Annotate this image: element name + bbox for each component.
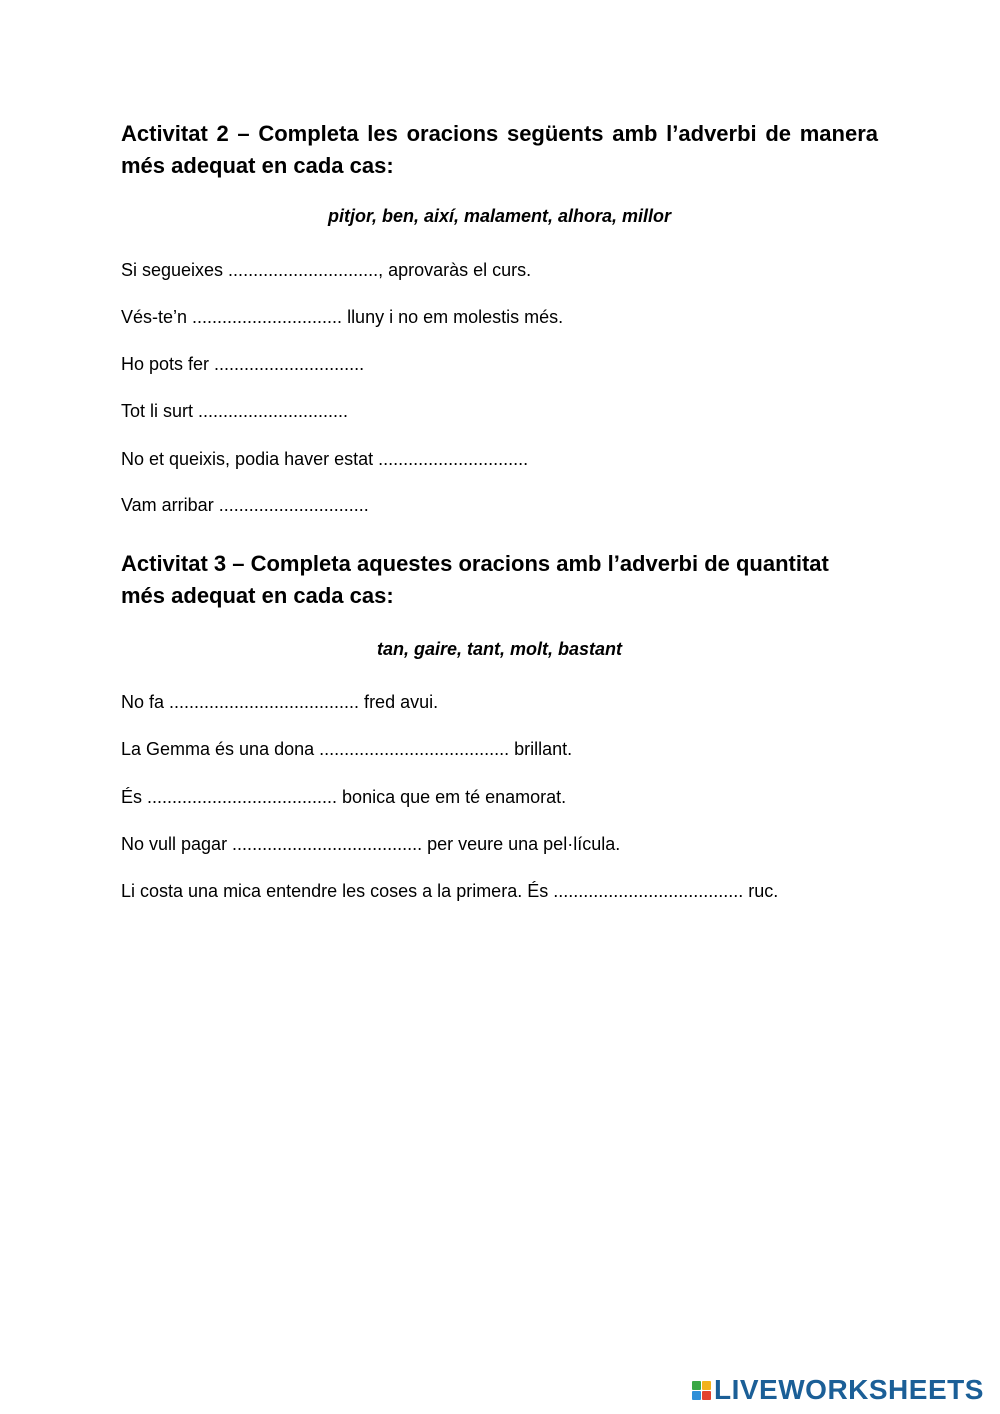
activity2-sentence-3: Ho pots fer .............................. bbox=[121, 354, 365, 374]
activity3-sentence-5: Li costa una mica entendre les coses a la primera. És ...................................... ruc. bbox=[121, 881, 779, 901]
logo-square-yellow bbox=[702, 1381, 711, 1390]
activity2-title: Activitat 2 – Completa les oracions següents amb l’adverbi de manera més adequat en cada cas: bbox=[121, 121, 878, 178]
activity2-sentence-1: Si segueixes .............................., aprovaràs el curs. bbox=[121, 260, 532, 280]
activity3-sentence-3: És ...................................... bonica que em té enamorat. bbox=[121, 787, 567, 807]
liveworksheets-grid-icon bbox=[692, 1381, 711, 1400]
activity2-word-bank: pitjor, ben, així, malament, alhora, millor bbox=[327, 206, 672, 226]
logo-square-green bbox=[692, 1381, 701, 1390]
activity3-sentence-2: La Gemma és una dona ...................................... brillant. bbox=[121, 739, 573, 759]
activity2-sentence-6: Vam arribar .............................. bbox=[121, 495, 369, 515]
activity2-sentence-2: Vés-te’n .............................. lluny i no em molestis més. bbox=[121, 307, 564, 327]
activity2-sentence-4: Tot li surt .............................. bbox=[121, 401, 349, 421]
activity3-sentence-4: No vull pagar ...................................... per veure una pel·lícula. bbox=[121, 834, 621, 854]
activity3-title: Activitat 3 – Completa aquestes oracions amb l’adverbi de quantitat més adequat en cada cas: bbox=[121, 551, 829, 608]
activity2-sentence-5: No et queixis, podia haver estat .............................. bbox=[121, 449, 529, 469]
activity3-sentence-1: No fa ...................................... fred avui. bbox=[121, 692, 439, 712]
activity3-word-bank: tan, gaire, tant, molt, bastant bbox=[376, 639, 623, 659]
logo-square-blue bbox=[692, 1391, 701, 1400]
liveworksheets-logo bbox=[692, 1374, 984, 1406]
liveworksheets-wordmark: LIVEWORKSHEETS bbox=[714, 1374, 984, 1405]
logo-square-red bbox=[702, 1391, 711, 1400]
